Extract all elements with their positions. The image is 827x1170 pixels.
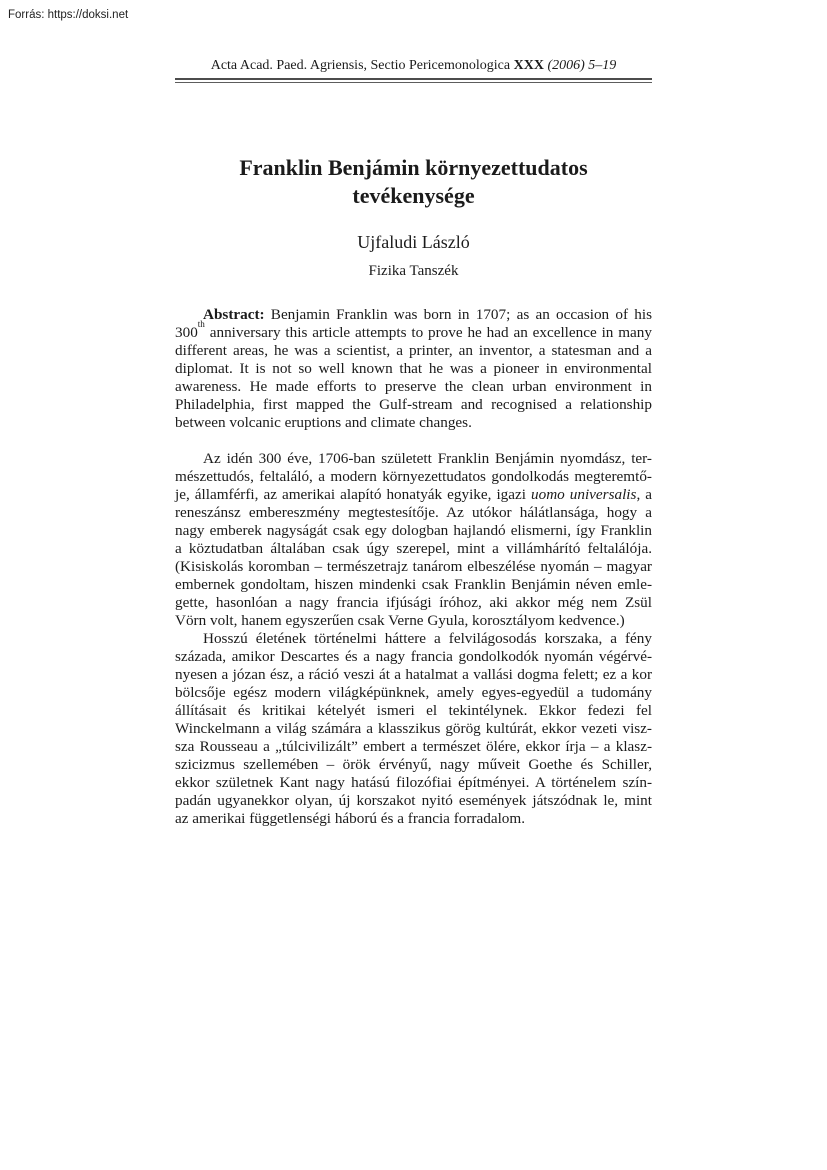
text-segment: Abstract: xyxy=(203,306,265,323)
text-segment: th xyxy=(197,319,205,330)
text-line xyxy=(175,612,652,630)
text-line xyxy=(175,792,652,810)
text-segment: (Kisiskolás koromban – természetrajz tanárom elbeszélése nyomán – magyar xyxy=(175,558,652,575)
text-segment: reneszánsz embereszmény megtestesítője. Az utókor hálátlansága, hogy a xyxy=(175,504,652,521)
text-line xyxy=(175,630,652,648)
text-segment: Philadelphia, first mapped the Gulf-stream and recognised a relationship xyxy=(175,396,652,413)
text-line xyxy=(175,486,652,504)
text-line xyxy=(175,702,652,720)
text-segment: Hosszú életének történelmi háttere a felvilágosodás korszaka, a fény xyxy=(203,630,652,647)
text-line: tevékenysége xyxy=(352,183,475,208)
text-segment: je, államférfi, az amerikai alapító honatyák egyike, igazi xyxy=(175,486,531,503)
article-title xyxy=(175,154,652,210)
text-segment: Vörn volt, hanem egyszerűen csak Verne Gyula, korosztályom kedvence.) xyxy=(175,612,625,629)
body-paragraph-2 xyxy=(175,630,652,828)
header-rule xyxy=(175,78,652,83)
text-line xyxy=(175,504,652,522)
text-line xyxy=(175,594,652,612)
text-segment: uomo universalis xyxy=(531,486,637,503)
text-segment: az amerikai függetlenségi háború és a francia forradalom. xyxy=(175,810,525,827)
text-segment: Az idén 300 éve, 1706-ban született Franklin Benjámin nyomdász, ter- xyxy=(203,450,652,467)
body-paragraph-1 xyxy=(175,450,652,630)
text-line xyxy=(175,378,652,396)
text-segment: anniversary this article attempts to prove he had an excellence in many xyxy=(204,324,652,341)
text-segment: , a xyxy=(636,486,652,503)
text-segment: padán ugyanekkor olyan, új korszakot nyitó események játszódnak le, mint xyxy=(175,792,652,809)
text-segment: diplomat. It is not so well known that he was a pioneer in environmental xyxy=(175,360,652,377)
text-line xyxy=(175,576,652,594)
text-segment: embernek gondoltam, hiszen mindenki csak Franklin Benjámin néven emle- xyxy=(175,576,652,593)
text-line xyxy=(175,720,652,738)
text-line xyxy=(175,756,652,774)
text-line: Franklin Benjámin környezettudatos xyxy=(239,155,588,180)
text-segment: Acta Acad. Paed. Agriensis, Sectio Pericemonologica xyxy=(210,58,514,73)
text-line xyxy=(175,414,652,432)
text-line xyxy=(175,522,652,540)
text-segment: a köztudatban általában csak úgy szerepel, mint a villámhárító feltalálója. xyxy=(175,540,652,557)
abstract-paragraph xyxy=(175,306,652,432)
text-segment: 300 xyxy=(175,324,198,341)
text-segment: nagy emberek nagyságát csak egy dologban hajlandó elismerni, így Franklin xyxy=(175,522,652,539)
text-segment: different areas, he was a scientist, a printer, an inventor, a statesman and a xyxy=(175,342,652,359)
text-line xyxy=(175,810,652,828)
text-line xyxy=(175,558,652,576)
text-line xyxy=(175,396,652,414)
text-line xyxy=(175,360,652,378)
text-segment: XXX xyxy=(513,58,544,73)
text-line xyxy=(175,648,652,666)
text-line xyxy=(175,56,652,75)
author-name: Ujfaludi László xyxy=(357,232,470,252)
text-segment: állításait és kritikai kételyét ismeri el tekintélynek. Ekkor fedezi fel xyxy=(175,702,652,719)
text-segment: szicizmus szellemében – örök érvényű, nagy műveit Goethe és Schiller, xyxy=(175,756,652,773)
text-line xyxy=(175,342,652,360)
text-segment: százada, amikor Descartes és a nagy francia gondolkodók nyomán végérvé- xyxy=(175,648,652,665)
text-segment: awareness. He made efforts to preserve the clean urban environment in xyxy=(175,378,652,395)
journal-header xyxy=(175,56,652,75)
text-line xyxy=(175,540,652,558)
text-segment: between volcanic eruptions and climate changes. xyxy=(175,414,472,431)
text-segment: (2006) 5–19 xyxy=(543,58,617,73)
text-segment: gette, hasonlóan a nagy francia ifjúsági íróhoz, aki akkor még nem Zsül xyxy=(175,594,652,611)
text-line xyxy=(175,468,652,486)
text-line xyxy=(175,450,652,468)
text-line xyxy=(175,738,652,756)
content-column xyxy=(175,0,652,828)
text-segment: nyesen a józan ész, a ráció veszi át a hatalmat a vallási dogma felett; ez a kor xyxy=(175,666,652,683)
text-line xyxy=(175,306,652,324)
text-line xyxy=(175,684,652,702)
text-line xyxy=(175,319,652,342)
text-segment: Winckelmann a világ számára a klasszikus görög kultúrát, ekkor vezeti visz- xyxy=(175,720,652,737)
text-line xyxy=(175,666,652,684)
source-watermark: Forrás: https://doksi.net xyxy=(8,9,129,21)
text-line xyxy=(175,774,652,792)
text-segment: bölcsője egész modern világképünknek, amely egyes-egyedül a tudomány xyxy=(175,684,652,701)
text-segment: ekkor születnek Kant nagy hatású filozófiai építményei. A történelem szín- xyxy=(175,774,652,791)
text-segment: Benjamin Franklin was born in 1707; as an occasion of his xyxy=(264,306,652,323)
affiliation: Fizika Tanszék xyxy=(368,263,459,279)
text-segment: mészettudós, feltaláló, a modern környezettudatos gondolkodás megteremtő- xyxy=(175,468,652,485)
text-segment: sza Rousseau a „túlcivilizált” embert a természet ölére, ekkor írja – a klasz- xyxy=(175,738,652,755)
